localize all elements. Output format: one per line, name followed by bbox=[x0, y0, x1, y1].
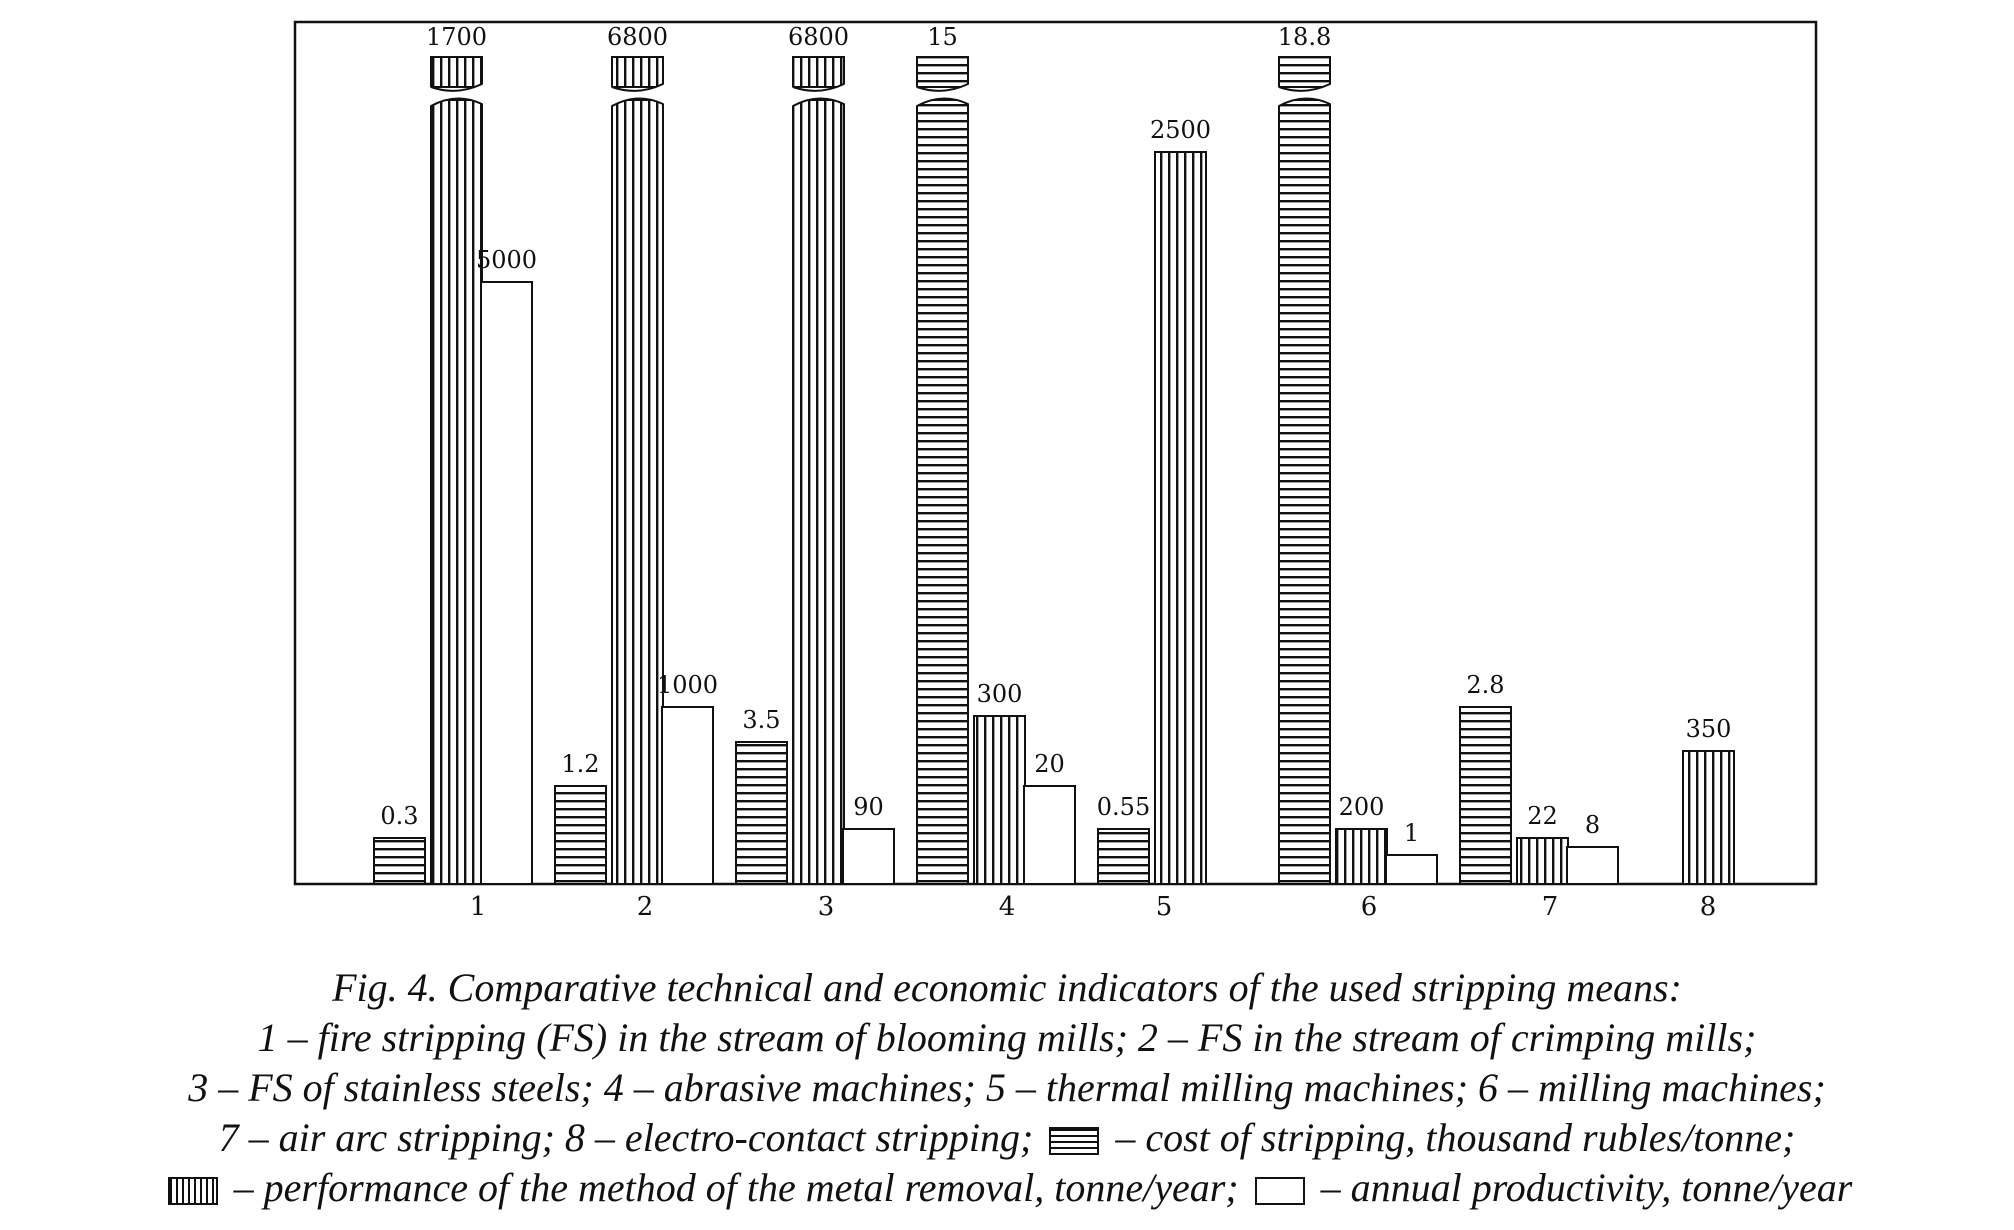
legend-label-performance: – performance of the method of the metal removal, tonne/year; bbox=[233, 1165, 1239, 1210]
bar-1-series-3 bbox=[481, 282, 532, 884]
caption-line-2: 1 – fire stripping (FS) in the stream of blooming mills; 2 – FS in the stream of crimping mills; bbox=[257, 1015, 1757, 1060]
data-label-1-series-1: 0.3 bbox=[380, 802, 419, 830]
data-label-6-series-1: 18.8 bbox=[1277, 23, 1332, 51]
data-label-3-series-2: 6800 bbox=[787, 23, 850, 51]
data-label-4-series-2: 300 bbox=[976, 680, 1023, 708]
data-label-5-series-2: 2500 bbox=[1149, 116, 1212, 144]
data-label-8-series-2: 350 bbox=[1685, 715, 1732, 743]
bar-4-series-1 bbox=[917, 100, 968, 884]
data-label-2-series-3: 1000 bbox=[656, 671, 719, 699]
bar-7-series-2 bbox=[1517, 838, 1568, 884]
x-tick-label-5: 5 bbox=[1155, 892, 1173, 922]
x-tick-label-4: 4 bbox=[998, 892, 1016, 922]
data-label-4-series-3: 20 bbox=[1034, 750, 1065, 778]
caption-line-5 bbox=[0, 1163, 2014, 1213]
caption-line-1: Fig. 4. Comparative technical and economic indicators of the used stripping means: bbox=[332, 965, 1682, 1010]
bar-1-series-1 bbox=[374, 838, 425, 884]
data-label-7-series-2: 22 bbox=[1527, 802, 1558, 830]
data-label-7-series-3: 8 bbox=[1584, 811, 1601, 839]
bar-1-series-2-break-stub bbox=[431, 57, 482, 87]
bar-7-series-1 bbox=[1460, 707, 1511, 884]
legend-label-productivity: – annual productivity, tonne/year bbox=[1320, 1165, 1853, 1210]
x-tick-label-2: 2 bbox=[636, 892, 654, 922]
data-label-2-series-1: 1.2 bbox=[561, 750, 600, 778]
bar-2-series-2 bbox=[612, 100, 663, 884]
bar-3-series-3 bbox=[843, 829, 894, 884]
data-label-4-series-1: 15 bbox=[927, 23, 958, 51]
data-label-1-series-2: 1700 bbox=[425, 23, 488, 51]
caption-line-4 bbox=[0, 1113, 2014, 1163]
data-label-6-series-3: 1 bbox=[1403, 819, 1420, 847]
bar-6-series-3 bbox=[1386, 855, 1437, 884]
legend-swatch-cost bbox=[1049, 1127, 1099, 1155]
legend-label-cost: – cost of stripping, thousand rubles/tonne; bbox=[1115, 1115, 1796, 1160]
data-label-5-series-1: 0.55 bbox=[1096, 793, 1151, 821]
bar-8-series-2 bbox=[1683, 751, 1734, 884]
bar-3-series-1 bbox=[736, 742, 787, 884]
legend-swatch-performance bbox=[168, 1177, 218, 1205]
bar-4-series-2 bbox=[974, 716, 1025, 884]
bar-1-series-2 bbox=[431, 100, 482, 884]
data-label-3-series-3: 90 bbox=[853, 793, 884, 821]
x-tick-label-1: 1 bbox=[469, 892, 487, 922]
bar-6-series-2 bbox=[1336, 829, 1387, 884]
data-label-1-series-3: 5000 bbox=[475, 246, 538, 274]
x-tick-label-8: 8 bbox=[1699, 892, 1717, 922]
bar-6-series-1-break-stub bbox=[1279, 57, 1330, 87]
data-label-6-series-2: 200 bbox=[1338, 793, 1385, 821]
caption-line-4-text: 7 – air arc stripping; 8 – electro-contact stripping; bbox=[218, 1115, 1034, 1160]
bar-3-series-2 bbox=[793, 100, 844, 884]
bar-2-series-1 bbox=[555, 786, 606, 884]
x-tick-label-6: 6 bbox=[1360, 892, 1378, 922]
bar-5-series-2 bbox=[1155, 152, 1206, 884]
bar-2-series-3 bbox=[662, 707, 713, 884]
data-label-3-series-1: 3.5 bbox=[742, 706, 781, 734]
bar-5-series-1 bbox=[1098, 829, 1149, 884]
x-tick-label-3: 3 bbox=[817, 892, 835, 922]
bar-4-series-3 bbox=[1024, 786, 1075, 884]
caption-line-3: 3 – FS of stainless steels; 4 – abrasive machines; 5 – thermal milling machines; 6 – milling machines; bbox=[188, 1065, 1826, 1110]
x-tick-label-7: 7 bbox=[1541, 892, 1559, 922]
bar-2-series-2-break-stub bbox=[612, 57, 663, 87]
legend-swatch-productivity bbox=[1255, 1177, 1305, 1205]
bar-4-series-1-break-stub bbox=[917, 57, 968, 87]
data-label-2-series-2: 6800 bbox=[606, 23, 669, 51]
bar-7-series-3 bbox=[1567, 847, 1618, 884]
bar-6-series-1 bbox=[1279, 100, 1330, 884]
bar-3-series-2-break-stub bbox=[793, 57, 844, 87]
data-label-7-series-1: 2.8 bbox=[1466, 671, 1505, 699]
